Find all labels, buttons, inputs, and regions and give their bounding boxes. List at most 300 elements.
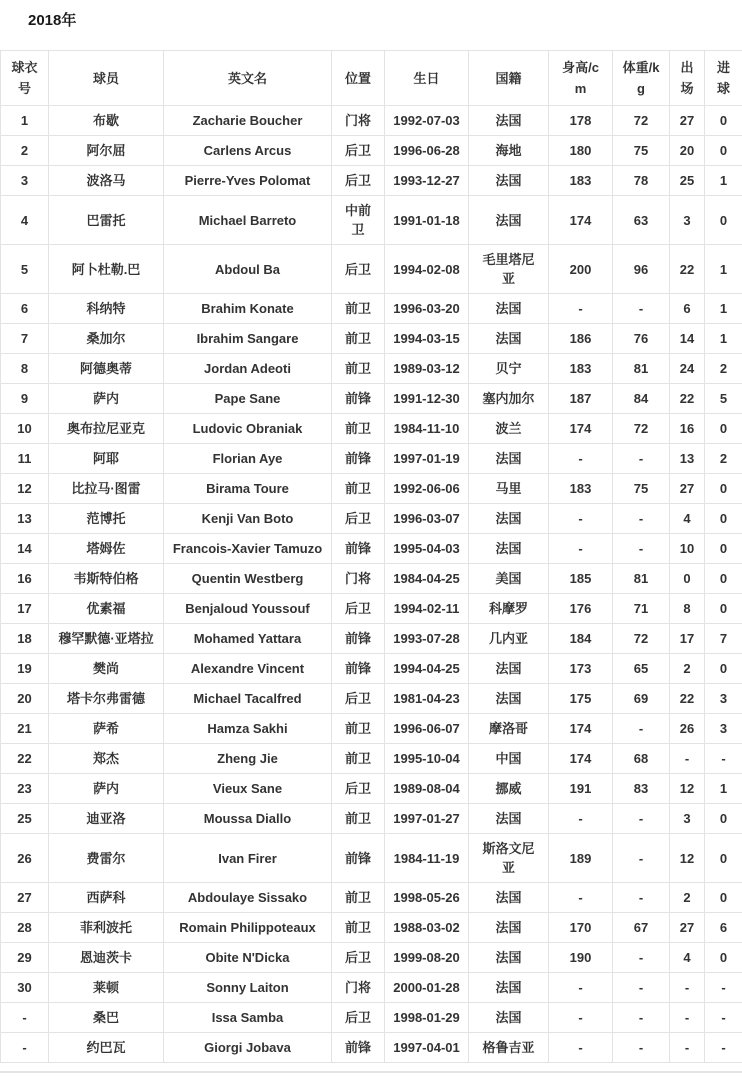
table-cell: Michael Tacalfred — [164, 684, 332, 714]
table-cell: 30 — [1, 973, 49, 1003]
table-cell: 前锋 — [332, 654, 385, 684]
table-cell: 75 — [613, 136, 670, 166]
table-cell: 法国 — [469, 166, 549, 196]
table-cell: - — [670, 973, 705, 1003]
table-cell: Giorgi Jobava — [164, 1033, 332, 1063]
table-cell: 190 — [549, 943, 613, 973]
table-cell: 1997-04-01 — [385, 1033, 469, 1063]
table-cell: 后卫 — [332, 504, 385, 534]
table-cell: Obite N'Dicka — [164, 943, 332, 973]
table-cell: 1 — [705, 774, 742, 804]
table-cell: 1998-01-29 — [385, 1003, 469, 1033]
table-cell: 200 — [549, 245, 613, 294]
table-row — [1, 106, 742, 136]
table-row — [1, 166, 742, 196]
table-cell: 0 — [705, 106, 742, 136]
table-cell: 14 — [1, 534, 49, 564]
table-cell: 71 — [613, 594, 670, 624]
table-cell: Hamza Sakhi — [164, 714, 332, 744]
table-cell: 1995-10-04 — [385, 744, 469, 774]
table-cell: 180 — [549, 136, 613, 166]
column-header-jersey-number: 球衣号 — [1, 51, 49, 106]
table-cell: 69 — [613, 684, 670, 714]
table-cell: 法国 — [469, 1003, 549, 1033]
table-cell: 1989-08-04 — [385, 774, 469, 804]
table-cell: 布歇 — [49, 106, 164, 136]
table-row — [1, 684, 742, 714]
table-cell: 1999-08-20 — [385, 943, 469, 973]
table-cell: 门将 — [332, 106, 385, 136]
table-cell: 11 — [1, 444, 49, 474]
table-cell: 175 — [549, 684, 613, 714]
column-header-position: 位置 — [332, 51, 385, 106]
table-cell: 法国 — [469, 804, 549, 834]
table-cell: 1 — [705, 294, 742, 324]
table-cell: 法国 — [469, 883, 549, 913]
column-header-nationality: 国籍 — [469, 51, 549, 106]
table-cell: 2 — [670, 883, 705, 913]
table-cell: Vieux Sane — [164, 774, 332, 804]
table-cell: 1 — [705, 166, 742, 196]
table-cell: 后卫 — [332, 166, 385, 196]
table-cell: 187 — [549, 384, 613, 414]
table-cell: 68 — [613, 744, 670, 774]
table-cell: 门将 — [332, 564, 385, 594]
table-cell: 郑杰 — [49, 744, 164, 774]
table-cell: 81 — [613, 354, 670, 384]
table-cell: 1 — [1, 106, 49, 136]
table-cell: 0 — [705, 883, 742, 913]
table-row — [1, 774, 742, 804]
table-cell: 13 — [670, 444, 705, 474]
table-cell: 穆罕默德·亚塔拉 — [49, 624, 164, 654]
table-cell: 挪威 — [469, 774, 549, 804]
table-cell: 法国 — [469, 504, 549, 534]
table-cell: 1994-03-15 — [385, 324, 469, 354]
table-cell: 26 — [670, 714, 705, 744]
table-cell: 1997-01-27 — [385, 804, 469, 834]
table-row — [1, 414, 742, 444]
table-cell: Ivan Firer — [164, 834, 332, 883]
table-cell: 法国 — [469, 684, 549, 714]
table-cell: - — [549, 444, 613, 474]
table-cell: 75 — [613, 474, 670, 504]
table-cell: 9 — [1, 384, 49, 414]
table-cell: 马里 — [469, 474, 549, 504]
table-cell: 3 — [705, 714, 742, 744]
table-cell: 0 — [705, 834, 742, 883]
table-cell: Moussa Diallo — [164, 804, 332, 834]
table-cell: 17 — [670, 624, 705, 654]
table-cell: 前锋 — [332, 384, 385, 414]
table-cell: Michael Barreto — [164, 196, 332, 245]
table-cell: 3 — [670, 804, 705, 834]
table-cell: - — [613, 973, 670, 1003]
table-cell: 0 — [705, 654, 742, 684]
table-row — [1, 624, 742, 654]
table-row — [1, 324, 742, 354]
table-cell: Ibrahim Sangare — [164, 324, 332, 354]
table-cell: 樊尚 — [49, 654, 164, 684]
table-cell: - — [549, 504, 613, 534]
table-cell: 法国 — [469, 106, 549, 136]
table-cell: 前卫 — [332, 414, 385, 444]
table-cell: 后卫 — [332, 774, 385, 804]
table-cell: 阿卜杜勒.巴 — [49, 245, 164, 294]
table-cell: 5 — [1, 245, 49, 294]
table-cell: 1995-04-03 — [385, 534, 469, 564]
table-cell: 185 — [549, 564, 613, 594]
table-cell: 1993-07-28 — [385, 624, 469, 654]
table-cell: 96 — [613, 245, 670, 294]
table-cell: 16 — [1, 564, 49, 594]
table-cell: 183 — [549, 474, 613, 504]
table-cell: Francois-Xavier Tamuzo — [164, 534, 332, 564]
table-cell: 3 — [1, 166, 49, 196]
table-cell: 2 — [1, 136, 49, 166]
table-cell: 法国 — [469, 943, 549, 973]
table-cell: 巴雷托 — [49, 196, 164, 245]
table-cell: 174 — [549, 714, 613, 744]
roster-table-header — [1, 51, 742, 106]
table-row — [1, 804, 742, 834]
table-cell: 10 — [670, 534, 705, 564]
table-cell: 塞内加尔 — [469, 384, 549, 414]
table-cell: 2000-01-28 — [385, 973, 469, 1003]
table-cell: 173 — [549, 654, 613, 684]
table-cell: - — [613, 1033, 670, 1063]
table-cell: 2 — [705, 444, 742, 474]
table-cell: 6 — [705, 913, 742, 943]
next-section-divider — [0, 1071, 742, 1073]
table-cell: 10 — [1, 414, 49, 444]
table-cell: 1996-03-07 — [385, 504, 469, 534]
table-cell: - — [549, 973, 613, 1003]
table-cell: 1984-11-10 — [385, 414, 469, 444]
table-cell: Brahim Konate — [164, 294, 332, 324]
table-cell: 前卫 — [332, 474, 385, 504]
table-row — [1, 654, 742, 684]
table-cell: 阿德奥蒂 — [49, 354, 164, 384]
table-cell: 8 — [1, 354, 49, 384]
table-cell: 前卫 — [332, 744, 385, 774]
table-cell: 4 — [670, 504, 705, 534]
table-cell: 摩洛哥 — [469, 714, 549, 744]
table-cell: - — [613, 943, 670, 973]
table-cell: 16 — [670, 414, 705, 444]
table-cell: 72 — [613, 414, 670, 444]
table-cell: Jordan Adeoti — [164, 354, 332, 384]
table-cell: 19 — [1, 654, 49, 684]
table-cell: 18 — [1, 624, 49, 654]
table-row — [1, 294, 742, 324]
table-cell: 西萨科 — [49, 883, 164, 913]
table-cell: 5 — [705, 384, 742, 414]
table-cell: 174 — [549, 414, 613, 444]
table-cell: 0 — [705, 943, 742, 973]
table-cell: 科摩罗 — [469, 594, 549, 624]
table-cell: - — [549, 883, 613, 913]
table-cell: Carlens Arcus — [164, 136, 332, 166]
table-row — [1, 973, 742, 1003]
table-cell: 1984-04-25 — [385, 564, 469, 594]
table-cell: 中前卫 — [332, 196, 385, 245]
table-cell: 后卫 — [332, 1003, 385, 1033]
table-cell: 184 — [549, 624, 613, 654]
table-cell: 波洛马 — [49, 166, 164, 196]
table-cell: 门将 — [332, 973, 385, 1003]
table-row — [1, 504, 742, 534]
table-cell: - — [613, 834, 670, 883]
table-cell: 12 — [670, 834, 705, 883]
table-cell: 1992-07-03 — [385, 106, 469, 136]
table-cell: 迪亚洛 — [49, 804, 164, 834]
table-cell: - — [670, 744, 705, 774]
table-row — [1, 834, 742, 883]
header-row — [1, 51, 742, 106]
table-cell: 26 — [1, 834, 49, 883]
table-cell: 72 — [613, 624, 670, 654]
table-cell: 前锋 — [332, 534, 385, 564]
table-row — [1, 245, 742, 294]
table-cell: 183 — [549, 354, 613, 384]
table-cell: 毛里塔尼亚 — [469, 245, 549, 294]
table-cell: 25 — [670, 166, 705, 196]
table-cell: - — [549, 294, 613, 324]
table-cell: 格鲁吉亚 — [469, 1033, 549, 1063]
table-row — [1, 384, 742, 414]
table-cell: 1994-04-25 — [385, 654, 469, 684]
table-cell: 4 — [1, 196, 49, 245]
table-cell: 27 — [670, 106, 705, 136]
table-cell: 0 — [705, 196, 742, 245]
table-cell: 25 — [1, 804, 49, 834]
table-cell: 桑加尔 — [49, 324, 164, 354]
table-cell: Benjaloud Youssouf — [164, 594, 332, 624]
table-cell: 约巴瓦 — [49, 1033, 164, 1063]
table-cell: 前卫 — [332, 883, 385, 913]
table-cell: 22 — [670, 684, 705, 714]
table-cell: 72 — [613, 106, 670, 136]
table-cell: - — [705, 1033, 742, 1063]
table-cell: 83 — [613, 774, 670, 804]
table-cell: Birama Toure — [164, 474, 332, 504]
table-cell: 7 — [705, 624, 742, 654]
table-cell: 4 — [670, 943, 705, 973]
column-header-player: 球员 — [49, 51, 164, 106]
table-cell: 1994-02-11 — [385, 594, 469, 624]
table-cell: 萨内 — [49, 774, 164, 804]
column-header-appearances: 出场 — [670, 51, 705, 106]
table-cell: - — [549, 534, 613, 564]
table-cell: 后卫 — [332, 943, 385, 973]
column-header-birthday: 生日 — [385, 51, 469, 106]
table-cell: 183 — [549, 166, 613, 196]
table-cell: 1993-12-27 — [385, 166, 469, 196]
table-row — [1, 913, 742, 943]
table-cell: 后卫 — [332, 594, 385, 624]
table-cell: Zacharie Boucher — [164, 106, 332, 136]
table-cell: 法国 — [469, 444, 549, 474]
column-header-weight: 体重/kg — [613, 51, 670, 106]
table-row — [1, 444, 742, 474]
table-cell: 17 — [1, 594, 49, 624]
table-cell: 3 — [670, 196, 705, 245]
table-cell: - — [705, 1003, 742, 1033]
table-cell: 3 — [705, 684, 742, 714]
table-cell: 2 — [670, 654, 705, 684]
table-cell: - — [705, 744, 742, 774]
table-cell: 几内亚 — [469, 624, 549, 654]
table-cell: 24 — [670, 354, 705, 384]
table-cell: 0 — [705, 136, 742, 166]
table-cell: 美国 — [469, 564, 549, 594]
table-cell: - — [549, 1003, 613, 1033]
table-cell: 23 — [1, 774, 49, 804]
table-cell: 海地 — [469, 136, 549, 166]
table-cell: 12 — [670, 774, 705, 804]
table-cell: 塔卡尔弗雷德 — [49, 684, 164, 714]
table-cell: 174 — [549, 744, 613, 774]
table-cell: 1991-12-30 — [385, 384, 469, 414]
table-cell: 1 — [705, 245, 742, 294]
table-cell: - — [613, 1003, 670, 1033]
table-cell: 6 — [670, 294, 705, 324]
table-cell: Pierre-Yves Polomat — [164, 166, 332, 196]
table-cell: 法国 — [469, 294, 549, 324]
table-cell: 前卫 — [332, 804, 385, 834]
table-cell: Alexandre Vincent — [164, 654, 332, 684]
table-cell: 法国 — [469, 973, 549, 1003]
table-cell: 6 — [1, 294, 49, 324]
table-cell: 0 — [705, 564, 742, 594]
table-cell: 1981-04-23 — [385, 684, 469, 714]
table-cell: 莱顿 — [49, 973, 164, 1003]
table-cell: - — [613, 714, 670, 744]
roster-table-body — [1, 106, 742, 1063]
table-row — [1, 564, 742, 594]
table-cell: Florian Aye — [164, 444, 332, 474]
table-cell: 法国 — [469, 913, 549, 943]
table-cell: Sonny Laiton — [164, 973, 332, 1003]
table-cell: Quentin Westberg — [164, 564, 332, 594]
table-cell: 斯洛文尼亚 — [469, 834, 549, 883]
table-cell: 恩迪茨卡 — [49, 943, 164, 973]
table-cell: 63 — [613, 196, 670, 245]
table-cell: - — [670, 1033, 705, 1063]
table-cell: Ludovic Obraniak — [164, 414, 332, 444]
table-cell: - — [613, 883, 670, 913]
table-cell: 29 — [1, 943, 49, 973]
roster-table — [0, 50, 742, 1063]
table-cell: 7 — [1, 324, 49, 354]
table-cell: 1984-11-19 — [385, 834, 469, 883]
table-cell: 22 — [1, 744, 49, 774]
table-cell: 27 — [670, 474, 705, 504]
table-row — [1, 196, 742, 245]
column-header-height: 身高/cm — [549, 51, 613, 106]
table-cell: 1996-03-20 — [385, 294, 469, 324]
table-cell: 2 — [705, 354, 742, 384]
table-cell: - — [549, 804, 613, 834]
table-cell: Abdoulaye Sissako — [164, 883, 332, 913]
table-cell: - — [549, 1033, 613, 1063]
table-row — [1, 744, 742, 774]
table-cell: 法国 — [469, 654, 549, 684]
table-cell: 28 — [1, 913, 49, 943]
table-cell: 1994-02-08 — [385, 245, 469, 294]
table-cell: 22 — [670, 245, 705, 294]
table-cell: 前卫 — [332, 714, 385, 744]
table-cell: 76 — [613, 324, 670, 354]
table-cell: 0 — [705, 534, 742, 564]
table-cell: 14 — [670, 324, 705, 354]
table-cell: 前卫 — [332, 324, 385, 354]
table-cell: 前卫 — [332, 354, 385, 384]
table-cell: - — [1, 1003, 49, 1033]
table-cell: 萨内 — [49, 384, 164, 414]
table-cell: 前锋 — [332, 444, 385, 474]
table-cell: 1996-06-07 — [385, 714, 469, 744]
table-cell: 前锋 — [332, 624, 385, 654]
table-cell: 81 — [613, 564, 670, 594]
table-cell: 科纳特 — [49, 294, 164, 324]
table-row — [1, 1033, 742, 1063]
table-row — [1, 943, 742, 973]
table-cell: Kenji Van Boto — [164, 504, 332, 534]
table-cell: 前锋 — [332, 1033, 385, 1063]
table-cell: 186 — [549, 324, 613, 354]
table-cell: 65 — [613, 654, 670, 684]
table-cell: 贝宁 — [469, 354, 549, 384]
table-cell: 0 — [670, 564, 705, 594]
table-row — [1, 594, 742, 624]
table-cell: Issa Samba — [164, 1003, 332, 1033]
table-cell: 1998-05-26 — [385, 883, 469, 913]
table-row — [1, 354, 742, 384]
column-header-english-name: 英文名 — [164, 51, 332, 106]
table-cell: 21 — [1, 714, 49, 744]
table-cell: 13 — [1, 504, 49, 534]
table-cell: 桑巴 — [49, 1003, 164, 1033]
table-cell: 1996-06-28 — [385, 136, 469, 166]
table-cell: 191 — [549, 774, 613, 804]
table-cell: 费雷尔 — [49, 834, 164, 883]
table-cell: - — [613, 444, 670, 474]
table-cell: 菲利波托 — [49, 913, 164, 943]
table-cell: 法国 — [469, 534, 549, 564]
table-cell: 塔姆佐 — [49, 534, 164, 564]
table-cell: 中国 — [469, 744, 549, 774]
table-cell: 0 — [705, 804, 742, 834]
table-cell: 后卫 — [332, 684, 385, 714]
table-cell: Mohamed Yattara — [164, 624, 332, 654]
table-cell: 78 — [613, 166, 670, 196]
table-cell: Abdoul Ba — [164, 245, 332, 294]
table-cell: 176 — [549, 594, 613, 624]
table-cell: 67 — [613, 913, 670, 943]
table-cell: 1 — [705, 324, 742, 354]
table-row — [1, 1003, 742, 1033]
table-cell: 84 — [613, 384, 670, 414]
table-cell: 22 — [670, 384, 705, 414]
table-cell: 0 — [705, 594, 742, 624]
table-cell: - — [613, 294, 670, 324]
table-cell: 0 — [705, 474, 742, 504]
table-cell: - — [613, 504, 670, 534]
table-cell: Zheng Jie — [164, 744, 332, 774]
table-cell: 优素福 — [49, 594, 164, 624]
